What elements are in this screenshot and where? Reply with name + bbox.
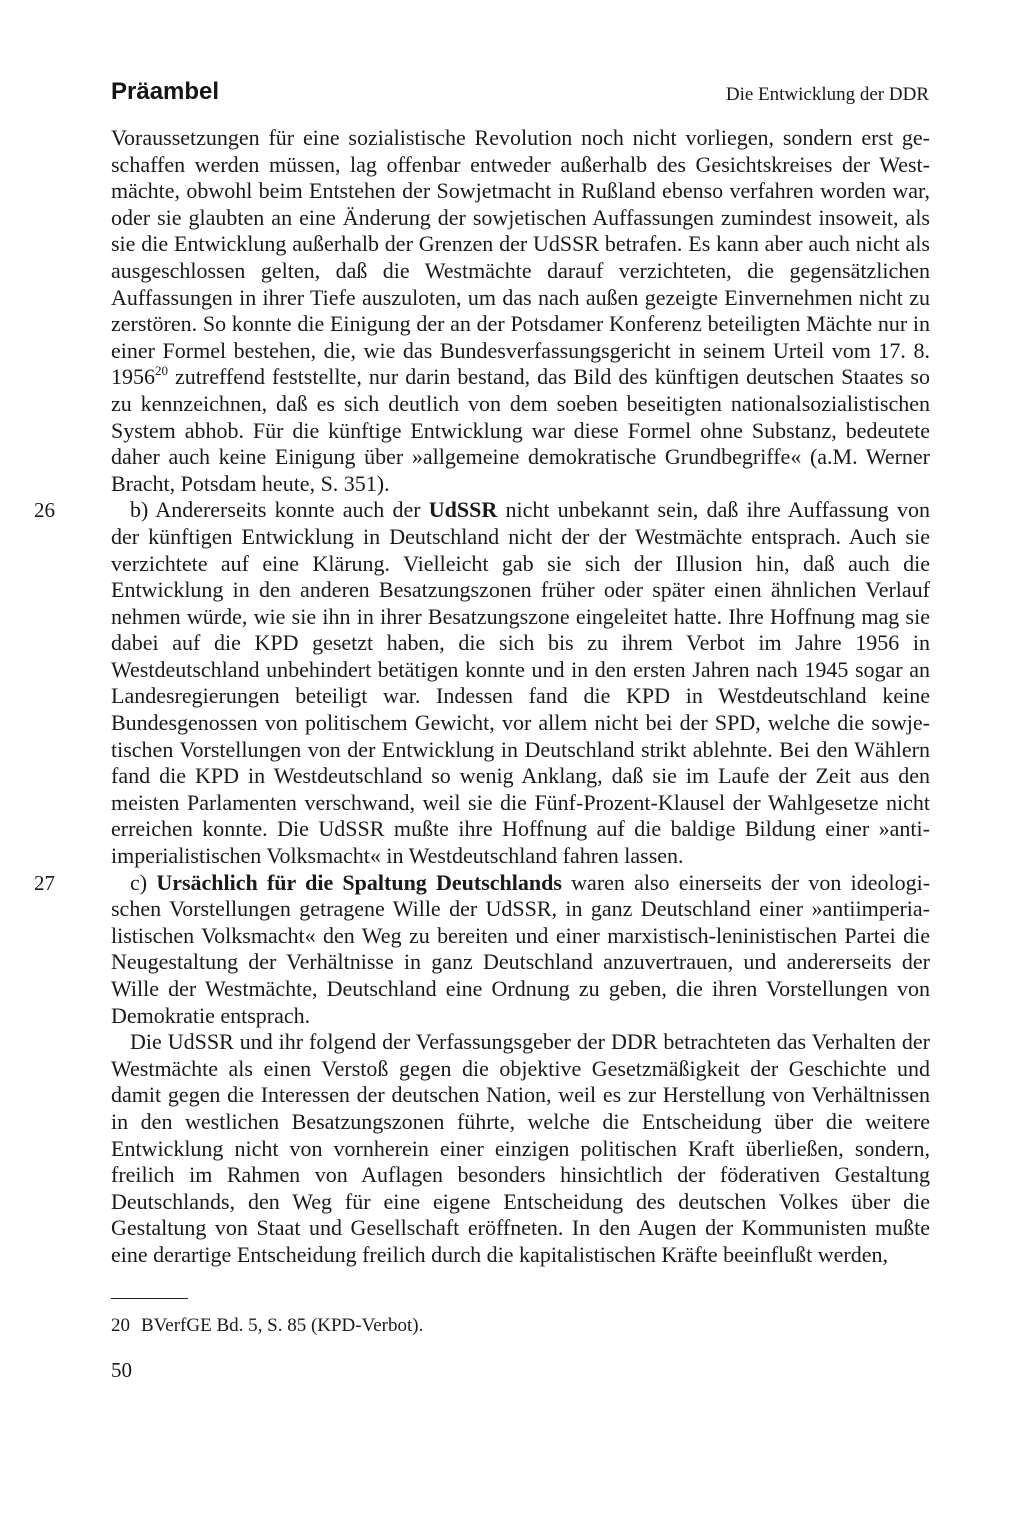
paragraph-udssr	[111, 1029, 930, 1268]
footnote	[111, 1314, 423, 1338]
footnote-rule	[111, 1298, 188, 1299]
bold-term: Ursächlich für die Spaltung Deutschlands	[156, 869, 562, 895]
text-segment: Die UdSSR und ihr folgend der Verfassungsgeber der DDR betrachteten das Verhalten der Westmächte als einen Verstoß gegen die objektive Gesetzmäßigkeit der Geschichte und damit gegen die Interessen der deutschen Nation, weil es zur Herstellung von Verhältnissen in den westlichen Besatzungszonen führte, welche die Entscheidung über die weitere Entwicklung nicht von vornherein einer einzigen politischen Kraft überließen, sondern, freilich im Rahmen von Auflagen besonders hinsichtlich der föderativen Gestaltung Deutschlands, den Weg für eine eigene Entscheidung des deutschen Volkes über die Gestaltung von Staat und Gesellschaft eröffneten. In den Augen der Kommunisten mußte eine derartige Entscheidung freilich durch die kapitalistischen Kräfte beeinflußt werden,	[111, 1029, 930, 1267]
paragraph-26	[34, 497, 930, 869]
text-segment: c)	[130, 869, 157, 895]
margin-number: 27	[34, 870, 55, 895]
page-number: 50	[111, 1358, 132, 1382]
text-segment: zutreffend feststellte, nur darin bestand, das Bild des künftigen deutschen Staates so zu kennzeichnen, daß es sich deutlich von dem soeben beseitigten nationalsozialistischen System abhob. Für die künftige Entwicklung war diese Formel ohne Substanz, bedeutete daher auch keine Einigung über »allgemeine demokratische Grundbegriffe« (a.M. Werner Bracht, Potsdam heute, S. 351).	[111, 364, 930, 496]
text-segment: b) Andererseits konnte auch der	[130, 497, 429, 523]
margin-number: 26	[34, 498, 55, 523]
footnote-text: BVerfGE Bd. 5, S. 85 (KPD-Verbot).	[141, 1315, 424, 1336]
paragraph-continuation	[111, 125, 930, 497]
section-heading: Präambel	[111, 78, 220, 105]
footnote-number: 20	[111, 1315, 130, 1336]
text-segment: nicht unbekannt sein, daß ihre Auffassung von der künftigen Entwicklung in Deutschland nicht der der Westmächte entsprach. Auch sie verzichtete auf eine Klärung. Vielleicht gab sie sich der Illusion hin, daß auch die Entwicklung in den anderen Besatzungszonen früher oder später einen ähnlichen Verlauf nehmen würde, wie sie ihn in ihrer Besatzungszone eingeleitet hatte. Ihre Hoffnung mag sie dabei auf die KPD gesetzt haben, die sich bis zu ihrem Verbot im Jahre 1956 in Westdeutschland unbehindert betätigen konnte und in den ersten Jahren nach 1945 sogar an Landesregierungen beteiligt war. Indessen fand die KPD in Westdeutschland keine Bundesgenossen von politischem Gewicht, vor allem nicht bei der SPD, welche die sowjetischen Vorstellungen von der Entwicklung in Deutschland strikt ablehnte. Bei den Wählern fand die KPD in Westdeutschland so wenig Anklang, daß sie im Laufe der Zeit aus den meisten Parlamenten verschwand, weil sie die Fünf-Prozent-Klausel der Wahlgesetze nicht erreichen konnte. Die UdSSR mußte ihre Hoffnung auf die baldige Bildung einer »anti-imperialistischen Volksmacht« in Westdeutschland fahren lassen.	[111, 497, 930, 869]
body-text	[34, 125, 931, 1269]
bold-term: UdSSR	[428, 497, 498, 523]
text-segment: Voraussetzungen für eine sozialistische Revolution noch nicht vorliegen, sondern erst geschaffen werden müssen, lag offenbar entweder außerhalb des Gesichtskreises der Westmächte, obwohl beim Entstehen der Sowjetmacht in Rußland ebenso verfahren worden war, oder sie glaubten an eine Änderung der sowjetischen Auffassungen zumindest insoweit, als sie die Entwicklung außerhalb der Grenzen der UdSSR betrafen. Es kann aber auch nicht als ausgeschlossen gelten, daß die Westmächte darauf verzichteten, die gegensätzlichen Auffassungen in ihrer Tiefe auszuloten, um das nach außen gezeigte Einvernehmen nicht zu zerstören. So konnte die Einigung der an der Potsdamer Konferenz beteiligten Mächte nur in einer Formel bestehen, die, wie das Bundesverfassungsgericht in seinem Urteil vom 17. 8. 1956	[111, 125, 930, 390]
running-title: Die Entwicklung der DDR	[725, 84, 929, 105]
footnote-reference: 20	[155, 363, 168, 379]
paragraph-27	[34, 869, 931, 1030]
text-segment: waren also einerseits der von ideologischen Vorstellungen getragene Wille der UdSSR, in ganz Deutschland einer »antiimperialistischen Volksmacht« den Weg zu bereiten und einer marxistisch-leninistischen Partei die Neugestaltung der Verhältnisse in ganz Deutschland anzuvertrauen, und andererseits der Wille der Westmächte, Deutschland eine Ordnung zu geben, die ihren Vorstellungen von Demokratie entsprach.	[111, 869, 931, 1028]
